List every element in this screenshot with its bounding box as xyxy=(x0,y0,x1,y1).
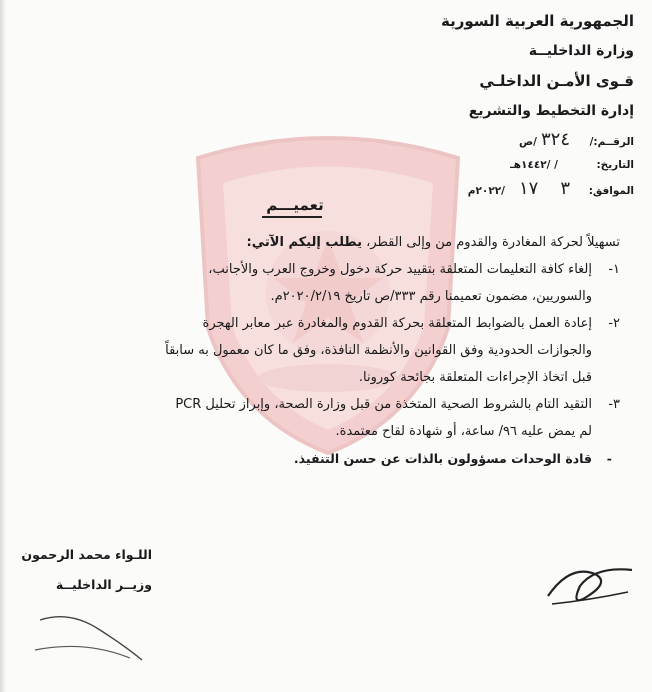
signatory-name: اللـواء محمد الرحمون xyxy=(21,547,152,562)
republic-name: الجمهورية العربية السورية xyxy=(441,12,634,30)
ministry-name: وزارة الداخليــة xyxy=(528,43,634,59)
date-value: / /١٤٤٢هـ xyxy=(510,159,558,171)
list-item xyxy=(24,391,620,445)
scan-edge-shadow xyxy=(0,0,6,692)
note-bullet: - xyxy=(606,451,612,466)
reference-block xyxy=(414,128,634,203)
item-text xyxy=(24,310,592,391)
document-body xyxy=(24,229,620,472)
corresponding-day: ٣ xyxy=(560,178,570,199)
item-line: قبل اتخاذ الإجراءات المتعلقة بجائحة كورونا. xyxy=(358,370,592,385)
item-line: إعادة العمل بالضوابط المتعلقة بحركة القدوم والمغادرة عبر معابر الهجرة xyxy=(202,316,592,331)
item-number: ٢- xyxy=(608,316,620,331)
item-number: ١- xyxy=(608,262,620,277)
forces-name: قـوى الأمـن الداخلـي xyxy=(479,72,634,90)
signature-block xyxy=(12,540,152,600)
signatory-position: وزيــر الداخليــة xyxy=(55,577,152,592)
item-text xyxy=(24,256,592,310)
number-value: ٣٢٤ xyxy=(540,129,570,150)
reference-date-row xyxy=(414,154,634,177)
note-text: قادة الوحدات مسؤولون بالذات عن حسن التنفيذ. xyxy=(293,451,592,466)
item-line: التقيد التام بالشروط الصحية المتخذة من قبل وزارة الصحة، وإبراز تحليل PCR xyxy=(175,397,592,412)
item-text xyxy=(24,391,592,445)
intro-paragraph xyxy=(24,229,620,256)
date-label: التاريخ: xyxy=(596,159,634,171)
item-number: ٣- xyxy=(608,397,620,412)
corresponding-year: /٢٠٢٢م xyxy=(467,185,505,197)
item-line: لم يمض عليه ٩٦/ ساعة، أو شهادة لقاح معتمدة. xyxy=(335,424,592,439)
item-line: إلغاء كافة التعليمات المتعلقة بتقييد حركة دخول وخروج العرب والأجانب، xyxy=(208,262,592,277)
corresponding-label: الموافق: xyxy=(588,185,634,197)
list-item xyxy=(24,256,620,310)
number-label: الرقــم:/ xyxy=(589,136,634,148)
reference-corresponding-row xyxy=(414,177,634,203)
department-name: إدارة التخطيط والتشريع xyxy=(468,103,634,119)
handwritten-mark xyxy=(30,600,150,670)
corresponding-month: ١٧ xyxy=(518,178,539,199)
intro-request: يطلب إليكم الآتي: xyxy=(246,235,362,250)
number-suffix: /ص xyxy=(519,136,537,148)
letterhead xyxy=(414,6,634,203)
reference-number-row xyxy=(414,128,634,154)
intro-text: تسهيلاً لحركة المغادرة والقدوم من وإلى القطر، xyxy=(361,235,620,250)
responsibility-note xyxy=(24,445,612,472)
item-line: والسوريين، مضمون تعميمنا رقم ٣٣٣/ص تاريخ ٢٠٢٠/٢/١٩م. xyxy=(270,289,592,304)
item-line: والجوازات الحدودية وفق القوانين والأنظمة النافذة، وفق ما كان معمول به سابقاً xyxy=(165,343,592,358)
list-item xyxy=(24,310,620,391)
title-underline xyxy=(262,216,322,218)
handwritten-signature xyxy=(540,556,640,616)
document-title: تعميـــم xyxy=(266,196,324,214)
